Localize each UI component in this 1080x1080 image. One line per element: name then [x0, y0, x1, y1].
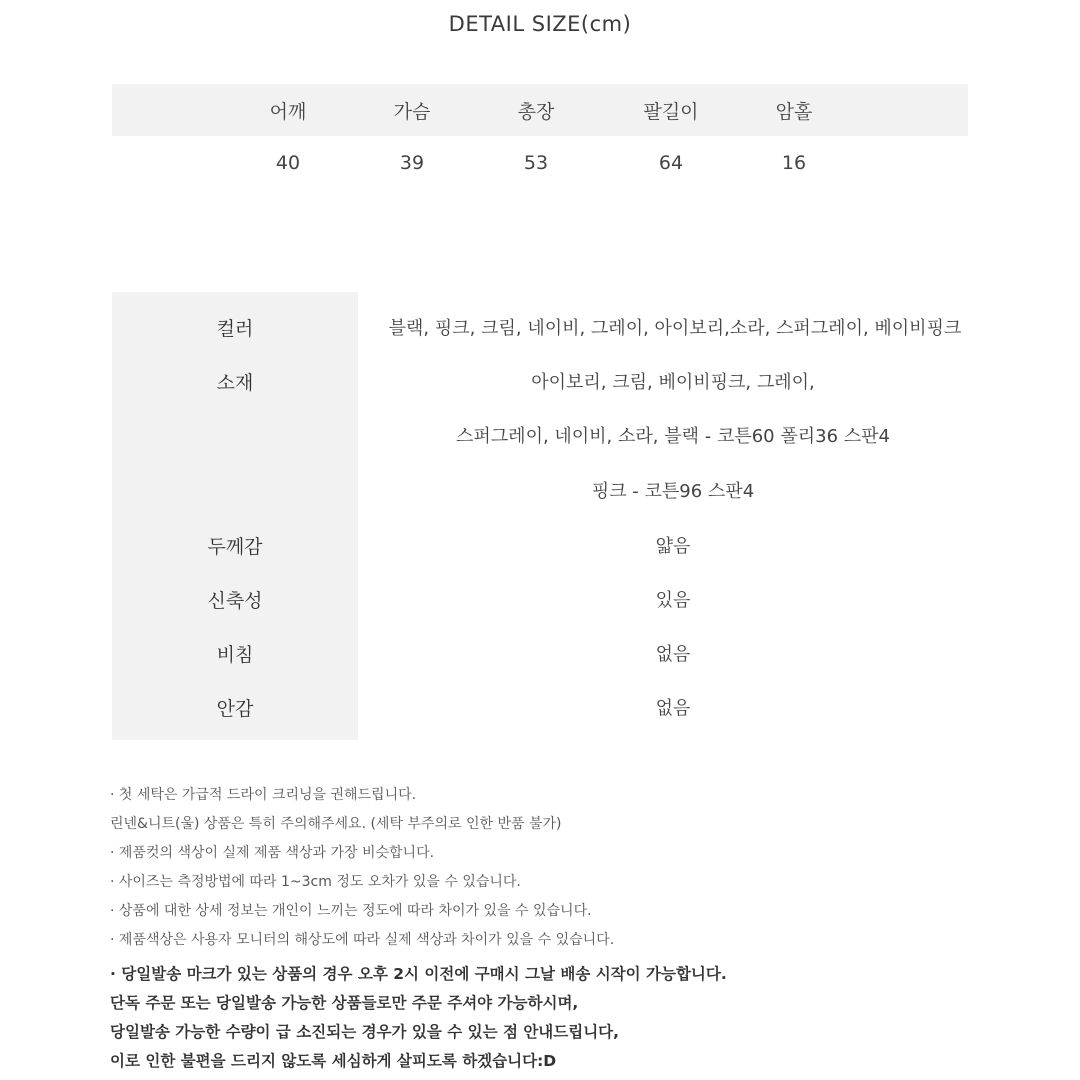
- size-header-armhole: 암홀: [775, 101, 813, 123]
- size-header-sleeve: 팔길이: [643, 101, 699, 123]
- size-header-length: 총장: [517, 101, 555, 123]
- page-title: DETAIL SIZE(cm): [448, 12, 632, 36]
- spec-value-material-line1: 아이보리, 크림, 베이비핑크, 그레이,: [531, 372, 815, 393]
- note-line: · 제품컷의 색상이 실제 제품 색상과 가장 비슷합니다.: [110, 845, 435, 861]
- size-value-length: 53: [523, 152, 549, 174]
- note-line: · 상품에 대한 상세 정보는 개인이 느끼는 정도에 따라 차이가 있을 수 있습니다.: [110, 903, 592, 919]
- size-table-header: [112, 84, 968, 136]
- spec-label-sheer: 비침: [216, 644, 254, 666]
- size-value-sleeve: 64: [658, 152, 684, 174]
- spec-value-color: 블랙, 핑크, 크림, 네이비, 그레이, 아이보리,소라, 스퍼그레이, 베이비핑크: [388, 318, 962, 339]
- spec-label-lining: 안감: [216, 698, 254, 720]
- spec-value-lining: 없음: [655, 698, 691, 719]
- note-line: · 첫 세탁은 가급적 드라이 크리닝을 권해드립니다.: [110, 787, 417, 803]
- size-value-shoulder: 40: [275, 152, 301, 174]
- notice-line: 이로 인한 불편을 드리지 않도록 세심하게 살피도록 하겠습니다:D: [110, 1052, 557, 1070]
- notice-line: 당일발송 가능한 수량이 급 소진되는 경우가 있을 수 있는 점 안내드립니다,: [110, 1023, 620, 1041]
- spec-value-thickness: 얇음: [655, 536, 691, 557]
- notice-line: 단독 주문 또는 당일발송 가능한 상품들로만 주문 주셔야 가능하시며,: [110, 994, 579, 1012]
- spec-label-column: [112, 292, 358, 740]
- spec-value-material-line2: 스퍼그레이, 네이비, 소라, 블랙 - 코튼60 폴리36 스판4: [456, 426, 890, 447]
- note-line: 린넨&니트(울) 상품은 특히 주의해주세요. (세탁 부주의로 인한 반품 불가): [110, 816, 562, 832]
- spec-label-material: 소재: [216, 372, 254, 394]
- spec-value-material-line3: 핑크 - 코튼96 스판4: [591, 481, 755, 502]
- size-value-armhole: 16: [781, 152, 807, 174]
- spec-label-color: 컬러: [216, 318, 254, 340]
- size-header-chest: 가슴: [393, 101, 431, 123]
- note-line: · 제품색상은 사용자 모니터의 해상도에 따라 실제 색상과 차이가 있을 수 있습니다.: [110, 932, 615, 948]
- spec-label-stretch: 신축성: [207, 590, 263, 612]
- spec-label-thickness: 두께감: [207, 536, 263, 558]
- spec-value-stretch: 있음: [655, 590, 691, 611]
- size-header-shoulder: 어깨: [269, 101, 307, 123]
- spec-value-sheer: 없음: [655, 644, 691, 665]
- size-value-chest: 39: [399, 152, 425, 174]
- note-line: · 사이즈는 측정방법에 따라 1~3cm 정도 오차가 있을 수 있습니다.: [110, 874, 521, 890]
- notice-line: · 당일발송 마크가 있는 상품의 경우 오후 2시 이전에 구매시 그날 배송 시작이 가능합니다.: [110, 965, 727, 983]
